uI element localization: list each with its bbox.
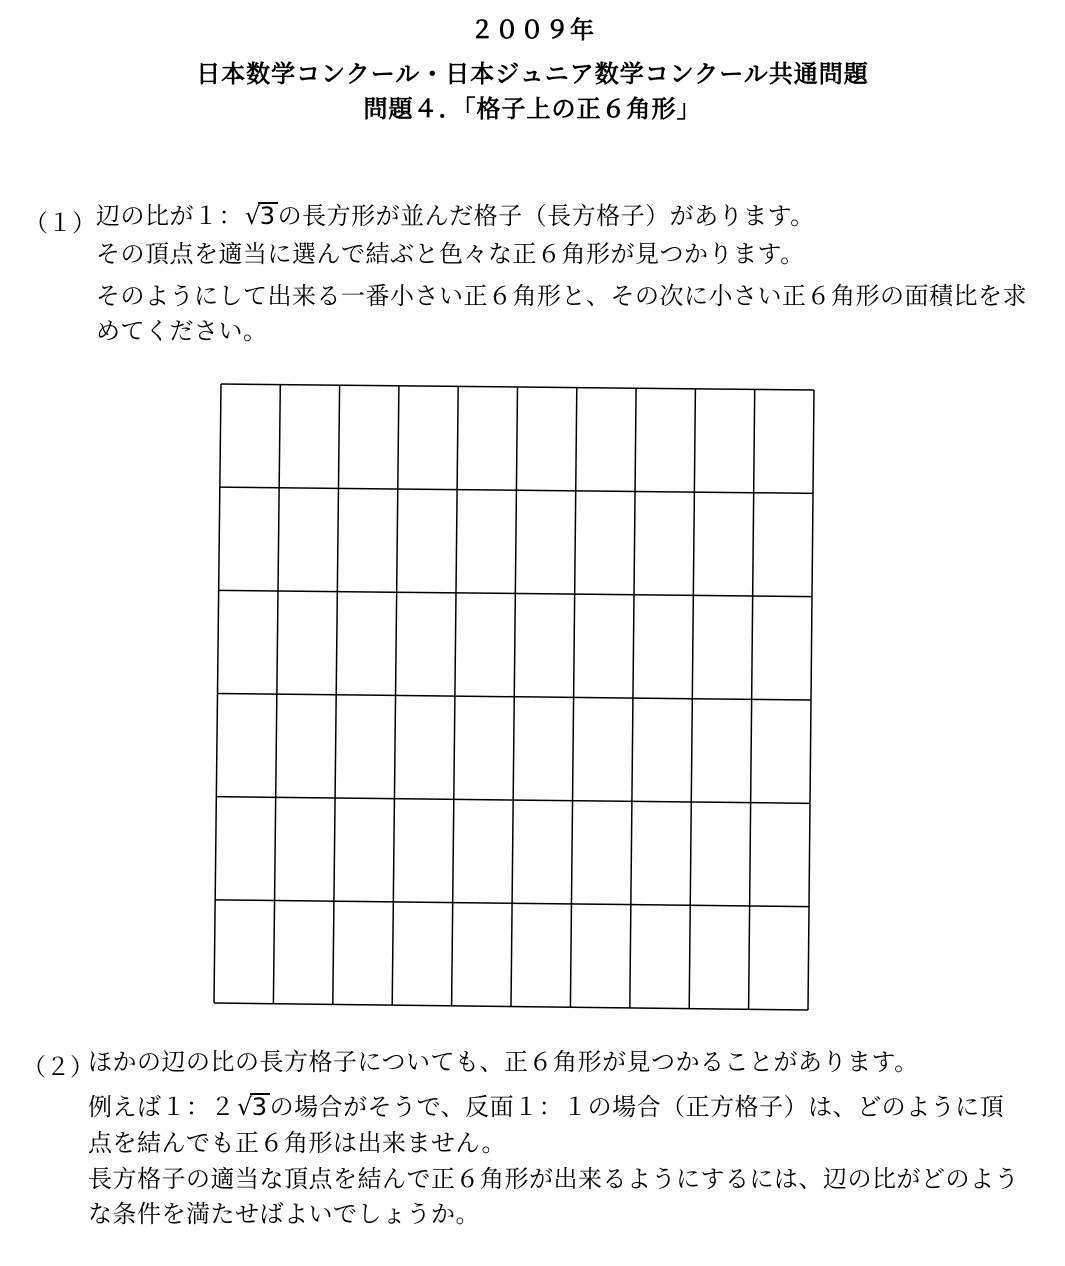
question-2-line-4: 長方格子の適当な頂点を結んで正６角形が出来るようにするには、辺の比がどのよう xyxy=(88,1165,1019,1193)
sqrt-3-expression: √3 xyxy=(237,1093,268,1121)
question-1-line-1-post: の長方形が並んだ格子（長方格子）があります。 xyxy=(277,202,815,230)
question-1-line-3: そのようにして出来る一番小さい正６角形と、その次に小さい正６角形の面積比を求 xyxy=(96,282,1027,310)
question-2-line-2-pre: 例えば１：２ xyxy=(88,1093,235,1121)
question-2-line-2 xyxy=(88,1090,1004,1124)
document-title: 日本数学コンクール・日本ジュニア数学コンクール共通問題 xyxy=(196,60,869,88)
sqrt-radicand: 3 xyxy=(259,202,276,230)
question-1-number: （１） xyxy=(24,209,96,237)
document-year: ２００９年 xyxy=(470,16,595,44)
question-1-line-1-pre: 辺の比が１： xyxy=(96,202,243,230)
sqrt-3-expression: √3 xyxy=(245,202,276,230)
question-2-number: （２） xyxy=(22,1053,94,1081)
question-2-line-5: な条件を満たせばよいでしょうか。 xyxy=(88,1200,480,1228)
sqrt-radicand: 3 xyxy=(251,1093,268,1121)
question-2-line-2-post: の場合がそうで、反面１：１の場合（正方格子）は、どのように頂 xyxy=(269,1093,1005,1121)
question-2-line-1: ほかの辺の比の長方格子についても、正６角形が見つかることがあります。 xyxy=(88,1048,919,1076)
problem-title: 問題４．「格子上の正６角形」 xyxy=(363,95,702,123)
question-2-line-3: 点を結んでも正６角形は出来ません。 xyxy=(88,1129,506,1157)
question-1-line-2: その頂点を適当に選んで結ぶと色々な正６角形が見つかります。 xyxy=(96,240,805,268)
question-1-line-4: めてください。 xyxy=(96,317,268,345)
